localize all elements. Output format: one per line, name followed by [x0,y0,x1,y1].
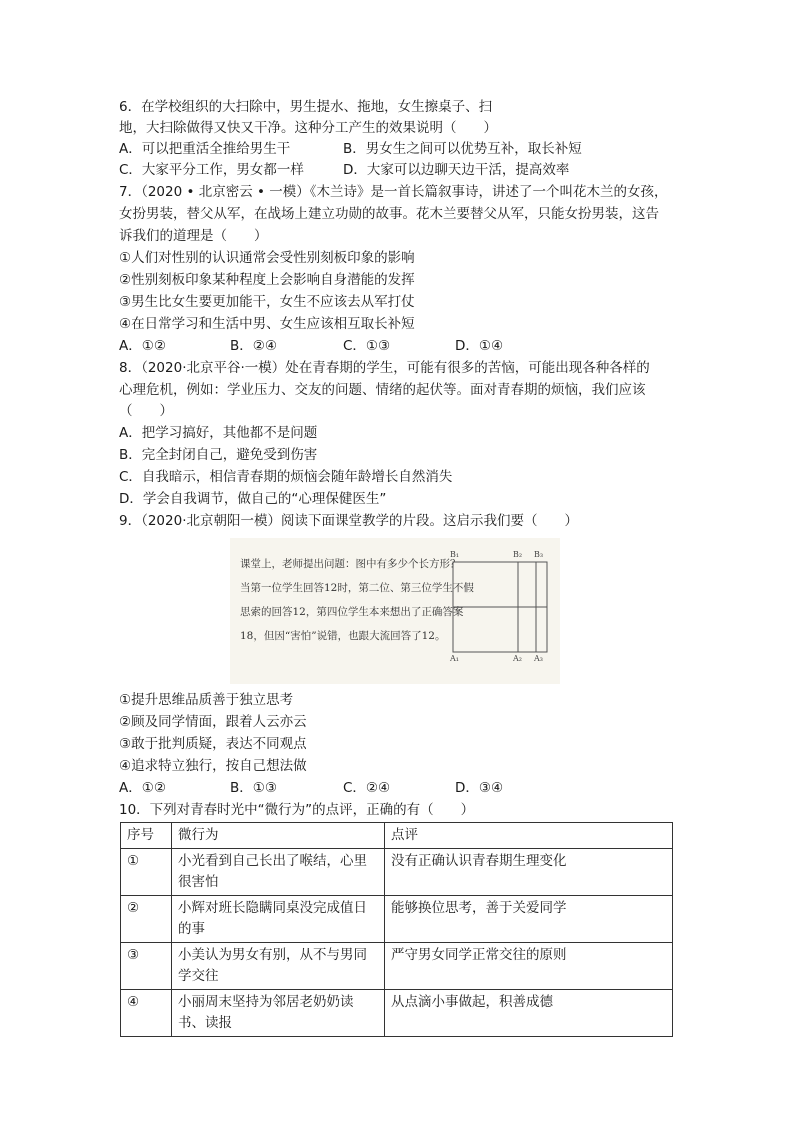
q9-statement-2: ②顾及同学情面，跟着人云亦云 [119,714,307,730]
q9-option-b: B．①③ [230,780,277,796]
q7-statement-1: ①人们对性别的认识通常会受性别刻板印象的影响 [119,250,415,266]
q10-stem: 10．下列对青春时光中“微行为”的点评，正确的有（ ） [119,802,475,818]
q9-statement-3: ③敢于批判质疑，表达不同观点 [119,736,307,752]
q7-option-a: A．①② [119,338,166,354]
q7-option-c: C．①③ [343,338,391,354]
row-behavior: 小美认为男女有别，从不与男同学交往 [172,943,385,990]
q8-option-d: D．学会自我调节，做自己的“心理保健医生” [119,491,387,507]
q10-table [120,822,673,1037]
table-row [121,990,673,1037]
q6-option-d: D．大家可以边聊天边干活，提高效率 [343,162,570,178]
q7-stem-line3: 诉我们的道理是（ ） [119,228,268,244]
q6-option-b: B．男女生之间可以优势互补，取长补短 [343,141,582,157]
q9-stem: 9．（2020·北京朝阳一模）阅读下面课堂教学的片段。这启示我们要（ ） [119,513,578,529]
q7-statement-4: ④在日常学习和生活中男、女生应该相互取长补短 [119,316,415,332]
q6-option-a: A．可以把重活全推给男生干 [119,141,291,157]
row-behavior: 小辉对班长隐瞒同桌没完成值日的事 [172,896,385,943]
table-header-row [121,823,673,849]
q9-option-d: D．③④ [455,780,504,796]
q8-option-c: C．自我暗示，相信青春期的烦恼会随年龄增长自然消失 [119,469,453,485]
table-row [121,943,673,990]
q9-option-a: A．①② [119,780,166,796]
label-a2: A₂ [513,654,522,663]
figure-text-line3: 思索的回答12，第四位学生本来想出了正确答案 [240,606,464,618]
q7-option-d: D．①④ [455,338,504,354]
label-b3: B₃ [534,550,544,559]
row-number: ② [121,896,172,943]
row-comment: 没有正确认识青春期生理变化 [385,849,673,896]
row-comment: 能够换位思考，善于关爱同学 [385,896,673,943]
row-behavior: 小光看到自己长出了喉结，心里很害怕 [172,849,385,896]
q8-stem-line3: （ ） [119,403,173,419]
q8-option-a: A．把学习搞好，其他都不是问题 [119,425,318,441]
row-number: ③ [121,943,172,990]
table-row [121,849,673,896]
header-comment: 点评 [385,823,673,849]
figure-text-line4: 18，但因“害怕”说错，也跟大流回答了12。 [240,630,446,642]
q6-option-c: C．大家平分工作，男女都一样 [119,162,304,178]
q6-stem-line1: 6．在学校组织的大扫除中，男生提水、拖地，女生擦桌子、扫 [119,99,493,115]
row-behavior: 小丽周末坚持为邻居老奶奶读书、读报 [172,990,385,1037]
label-b1: B₁ [450,550,460,559]
q9-classroom-figure [230,538,560,684]
figure-text-line2: 当第一位学生回答12时，第二位、第三位学生不假 [240,582,474,594]
header-number: 序号 [121,823,172,849]
q7-statement-2: ②性别刻板印象某种程度上会影响自身潜能的发挥 [119,272,415,288]
q7-option-b: B．②④ [230,338,277,354]
row-number: ① [121,849,172,896]
q8-stem-line1: 8．（2020·北京平谷·一模）处在青春期的学生，可能有很多的苦恼，可能出现各种各样的 [119,360,650,376]
rectangle-grid-diagram [452,550,548,662]
q7-statement-3: ③男生比女生要更加能干，女生不应该去从军打仗 [119,294,415,310]
label-a3: A₃ [534,654,543,663]
row-comment: 严守男女同学正常交往的原则 [385,943,673,990]
q7-stem-line1: 7．（2020 • 北京密云 • 一模）《木兰诗》是一首长篇叙事诗，讲述了一个叫花木兰的女孩， [119,184,668,200]
q7-stem-line2: 女扮男装，替父从军，在战场上建立功勋的故事。花木兰要替父从军，只能女扮男装，这告 [119,206,659,222]
header-behavior: 微行为 [172,823,385,849]
q8-stem-line2: 心理危机，例如：学业压力、交友的问题、情绪的起伏等。面对青春期的烦恼，我们应该 [119,382,646,398]
table-row [121,896,673,943]
label-b2: B₂ [513,550,523,559]
q9-statement-4: ④追求特立独行，按自己想法做 [119,758,307,774]
row-number: ④ [121,990,172,1037]
q6-stem-line2: 地，大扫除做得又快又干净。这种分工产生的效果说明（ ） [119,120,497,136]
row-comment: 从点滴小事做起，积善成德 [385,990,673,1037]
label-a1: A₁ [450,654,459,663]
q9-statement-1: ①提升思维品质善于独立思考 [119,692,294,708]
q9-option-c: C．②④ [343,780,391,796]
q8-option-b: B．完全封闭自己，避免受到伤害 [119,447,318,463]
figure-text-line1: 课堂上，老师提出问题：图中有多少个长方形？ [240,558,461,570]
